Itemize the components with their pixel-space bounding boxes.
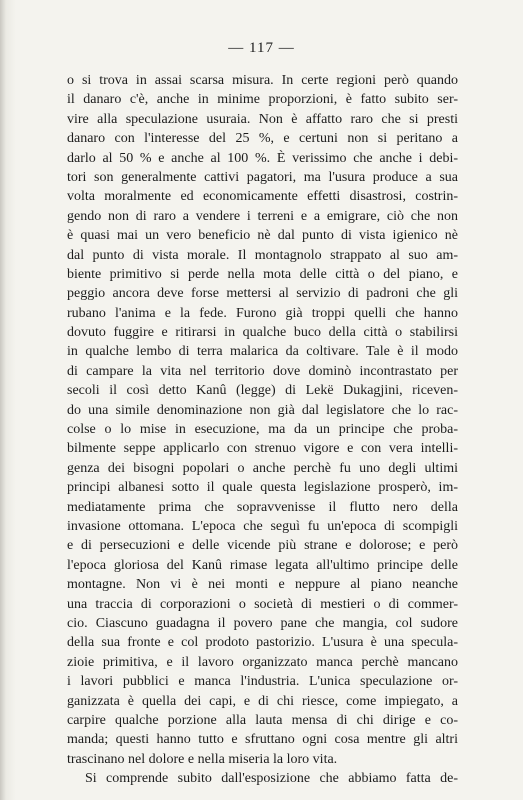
text-line: rubano l'anima e la fede. Furono già troppi quelli che hanno [67,305,458,321]
text-line: o si trova in assai scarsa misura. In certe regioni però quando [67,73,458,88]
text-line: una traccia di corporazioni o società di mestieri o di commer- [67,596,458,612]
text-line: dovuto fuggire e ritirarsi in qualche buco della città o stabilirsi [67,325,458,341]
text-line: tori son generalmente cattivi pagatori, ma l'usura produce a sua [67,169,458,185]
text-line: i lavori pubblici e manca l'industria. L'unica speculazione or- [67,674,458,690]
text-line: invasione ottomana. L'epoca che seguì fu un'epoca di scompigli [67,518,458,534]
text-line: darlo al 50 % e anche al 100 %. È verissimo che anche i debi- [67,150,458,166]
text-line: biente primitivo si perde nella mota delle città o del piano, e [67,266,458,282]
text-line: trascinano nel dolore e nella miseria la loro vita. [67,751,338,767]
text-line: bilmente seppe applicarlo con strenuo vigore e con vera intelli- [67,441,458,457]
text-line: e di persecuzioni e delle vicende più strane e dolorose; e però [67,538,458,554]
text-line: mediatamente prima che sopravvenisse il flutto nero della [67,499,458,515]
text-line: in qualche lembo di terra malarica da coltivare. Tale è il modo [67,344,458,360]
text-line: volta moralmente ed economicamente effetti disastrosi, costrin- [67,189,458,205]
text-line: montagne. Non vi è nei monti e neppure al piano neanche [67,577,458,593]
text-line: zioie primitiva, e il lavoro organizzato manca perchè mancano [67,654,458,670]
text-line: dal punto di vista morale. Il montagnolo strappato al suo am- [67,247,458,263]
text-line: vire alla speculazione usuraia. Non è affatto raro che si presti [67,111,458,127]
text-line: ganizzata è quella dei capi, e di chi riesce, come impiegato, a [67,693,458,709]
body-text [67,71,458,788]
text-line: di campare la vita nel territorio dove dominò incontrastato per [67,363,458,379]
text-line: della sua fronte e col prodoto pastorizio. L'usura è una specula- [67,635,458,651]
text-line: genza dei bisogni popolari o anche perchè fu uno degli ultimi [67,460,458,476]
text-line: principi albanesi sotto il quale questa legislazione prosperò, im- [67,480,458,496]
text-line: manda; questi hanno tutto e sfruttano ogni cosa mentre gli altri [67,732,458,748]
text-line: l'epoca gloriosa del Kanû rimase legata all'ultimo principe delle [67,557,458,573]
text-line: il danaro c'è, anche in minime proporzioni, è fatto subito ser- [67,92,458,108]
text-line: gendo non di raro a vendere i terreni e a emigrare, ciò che non [67,208,458,224]
text-line: Si comprende subito dall'esposizione che abbiamo fatta de- [85,771,458,787]
text-line: è quasi mai un vero beneficio nè dal punto di vista igienico nè [67,228,458,244]
text-line: carpire qualche porzione alla lauta mensa di chi dirige e co- [67,712,458,728]
text-line: do una simile denominazione non già dal legislatore che lo rac- [67,402,458,418]
text-line: cio. Ciascuno guadagna il povero pane che mangia, col sudore [67,615,458,631]
text-line: secoli il così detto Kanû (legge) di Lekë Dukagjini, riceven- [67,383,458,399]
text-line: danaro con l'interesse del 25 %, e certuni non si peritano a [67,131,458,147]
text-line: peggio ancora deve forse mettersi al servizio di padroni che gli [67,286,458,302]
page-number: — 117 — [228,40,295,56]
text-line: colse o lo mise in esecuzione, ma da un principe che proba- [67,422,458,438]
